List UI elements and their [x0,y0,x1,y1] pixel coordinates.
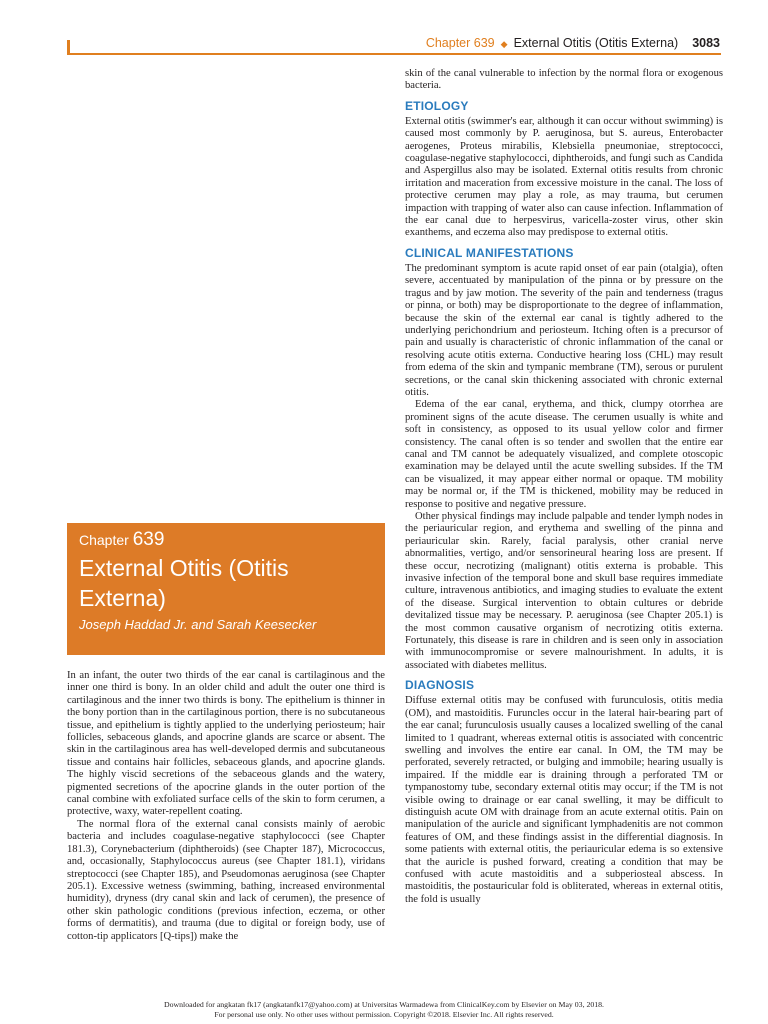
intro-paragraph-2: The normal flora of the external canal consists mainly of aerobic bacteria and includes coagulase-negative staphylococci (see Chapter 181.3), Corynebacterium (diphtheroids) (see Chapter 187), Micrococcus, and, occasionally, Staphylococcus aureus (see Chapter 181.1), viridans streptococci (see Chapter 185), and Pseudomonas aeruginosa (see Chapter 205.1). Excessive wetness (swimming, bathing, increased environmental humidity), dryness (dry canal skin and lack of cerumen), the presence of other skin pathologic conditions (previous infection, eczema, or other forms of dermatitis), and trauma (due to digital or foreign body, use of cotton-tip applicators [Q-tips]) make the [67,818,385,942]
diamond-icon: ◆ [500,39,508,49]
right-column [405,68,723,906]
clinical-paragraph-3: Other physical findings may include palpable and tender lymph nodes in the periauricular region, and erythema and swelling of the pinna and periauricular skin. Rarely, facial paralysis, other cranial nerve abnormalities, vertigo, and/or sensorineural hearing loss are present. If these occur, necrotizing (malignant) otitis externa is probable. This invasive infection of the temporal bone and skull base requires immediate culture, intravenous antibiotics, and imaging studies to evaluate the extent of the disease. Surgical intervention to obtain cultures or debride devitalized tissue may be necessary. P. aeruginosa (see Chapter 205.1) is the most common causative organism of necrotizing otitis externa. Fortunately, this disease is rare in children and is seen only in association with immunocompromise or severe malnourishment. In adults, it is associated with diabetes mellitus. [405,511,723,671]
running-head-title: External Otitis (Otitis Externa) [513,36,679,50]
chapter-label [79,531,373,549]
chapter-label-text: Chapter [79,532,129,548]
clinical-manifestations-heading: CLINICAL MANIFESTATIONS [405,245,574,260]
clinical-paragraph-1: The predominant symptom is acute rapid onset of ear pain (otalgia), often severe, accentuated by manipulation of the pinna or by pressure on the tragus and by jaw motion. The severity of the pain and tenderness (tragus or pinna, or both) may be disproportionate to the degree of inflammation, because the skin of the external ear canal is tightly adhered to the underlying perichondrium and periosteum. Itching often is a precursor of pain and usually is characteristic of chronic inflammation of the canal or resolving acute otitis externa. Conductive hearing loss (CHL) may result from edema of the skin and tympanic membrane (TM), serous or purulent secretions, or the canal skin thickening associated with chronic external otitis. [405,262,723,398]
footer [0,1000,768,1019]
chapter-title-box [67,523,385,655]
chapter-title: External Otitis (Otitis Externa) [79,555,289,611]
page-number: 3083 [692,36,720,50]
footer-copyright-line: For personal use only. No other uses without permission. Copyright ©2018. Elsevier Inc. All rights reserved. [214,1009,554,1019]
chapter-authors: Joseph Haddad Jr. and Sarah Keesecker [79,617,317,632]
etiology-paragraph: External otitis (swimmer's ear, although it can occur without swimming) is caused most commonly by P. aeruginosa, but S. aureus, Enterobacter aerogenes, Proteus mirabilis, Klebsiella pneumoniae, streptococci, coagulase-negative staphylococci, diphtheroids, and fungi such as Candida and Aspergillus also may be isolated. External otitis results from chronic irritation and maceration from excessive moisture in the canal. The loss of protective cerumen may play a role, as may trauma, but cerumen impaction with trapping of water also can cause infection. Inflammation of the ear canal due to herpesvirus, varicella-zoster virus, other skin exanthems, and eczema also may predispose to external otitis. [405,115,723,239]
clinical-paragraph-2: Edema of the ear canal, erythema, and thick, clumpy otorrhea are prominent signs of the acute disease. The cerumen usually is white and soft in consistency, as opposed to its usual yellow color and firmer consistency. The canal often is so tender and swollen that the entire ear canal and TM cannot be adequately visualized, and complete otoscopic examination may be delayed until the acute swelling subsides. If the TM can be visualized, it may appear either normal or opaque. TM mobility may be normal or, if the TM is thickened, mobility may be reduced in response to positive and negative pressure. [405,399,723,510]
running-head [426,36,720,54]
footer-download-line: Downloaded for angkatan fk17 (angkatanfk17@yahoo.com) at Universitas Warmadewa from ClinicalKey.com by Elsevier on May 03, 2018. [163,1000,605,1009]
left-column [67,670,385,943]
running-head-chapter: Chapter 639 [425,36,495,50]
diagnosis-heading: DIAGNOSIS [405,678,475,693]
diagnosis-paragraph: Diffuse external otitis may be confused with furunculosis, otitis media (OM), and mastoiditis. Furuncles occur in the lateral hair-bearing part of the ear canal; furunculosis usually causes a localized swelling of the canal limited to 1 quadrant, whereas external otitis is associated with concentric swelling and involves the entire ear canal. In OM, the TM may be perforated, severely retracted, or bulging and immobile; hearing usually is impaired. If the middle ear is draining through a perforated TM or tympanostomy tube, secondary external otitis may occur; if the TM is not visible owing to drainage or ear canal swelling, it may be difficult to distinguish acute OM with drainage from an acute external otitis. Pain on manipulation of the auricle and significant lymphadenitis are not common features of OM, and these findings assist in the differential diagnosis. In some patients with external otitis, the periauricular edema is so extensive that the auricle is pushed forward, creating a condition that may be confused with acute mastoiditis and a subperiosteal abscess. In mastoiditis, the postauricular fold is obliterated, whereas in external otitis, the fold is usually [405,695,723,905]
intro-paragraph-1: In an infant, the outer two thirds of the ear canal is cartilaginous and the inner one third is bony. In an older child and adult the outer one third is cartilaginous and the inner two thirds is bony. The epithelium is thinner in the bony portion than in the cartilaginous portion, there is no subcutaneous tissue, and epithelium is tightly applied to the underlying periosteum; hair follicles, sebaceous glands, and apocrine glands are scarce or absent. The skin in the cartilaginous area has well-developed dermis and subcutaneous tissue and contains hair follicles, sebaceous glands, and apocrine glands. The highly viscid secretions of the sebaceous glands and the watery, pigmented secretions of the apocrine glands in the outer portion of the canal combine with exfoliated surface cells of the skin to form cerumen, a protective, waxy, water-repellent coating. [67,670,385,818]
chapter-number: 639 [132,529,165,550]
continuation-paragraph: skin of the canal vulnerable to infection by the normal flora or exogenous bacteria. [405,68,723,92]
etiology-heading: ETIOLOGY [405,98,469,113]
